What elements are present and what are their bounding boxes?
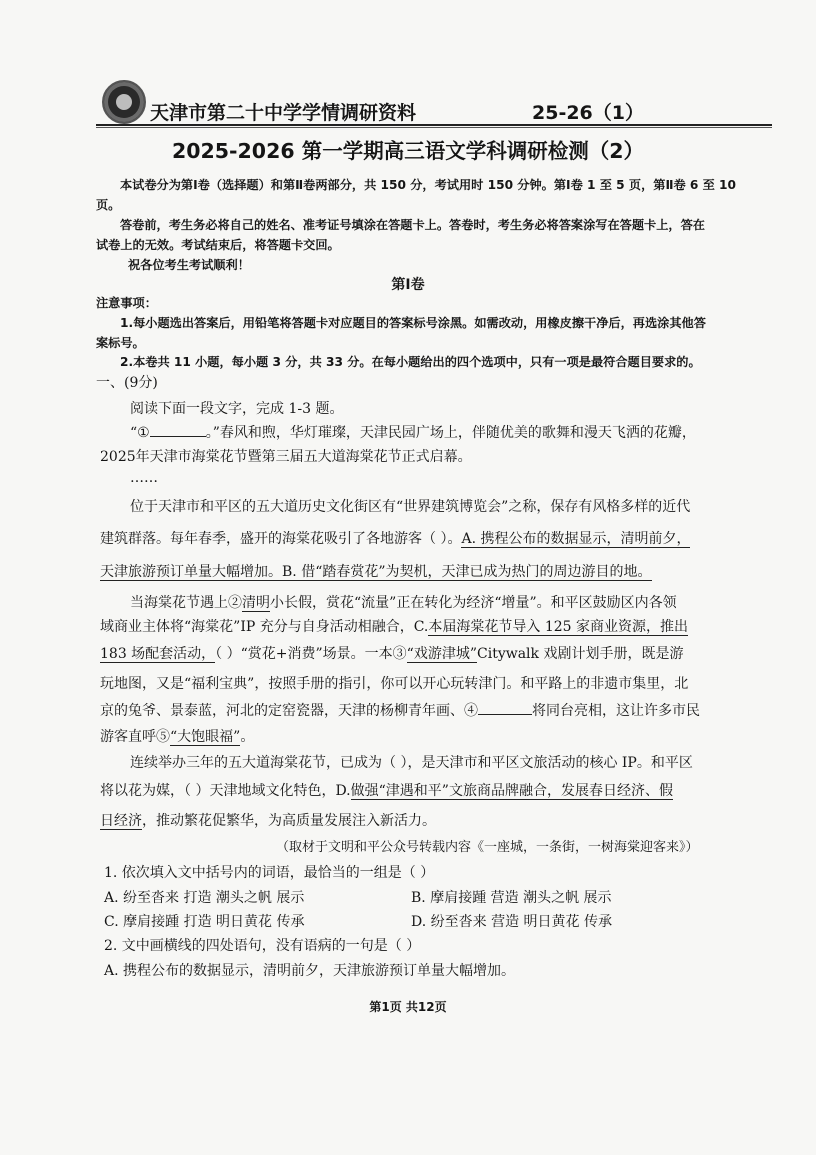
underlined-sentence-c: 本届海棠花节导入 125 家商业资源，推出 — [428, 619, 689, 635]
page-footer: 第1页 共12页 — [369, 1000, 447, 1014]
question-1-option-d: D. 纷至沓来 营造 明日黄花 传承 — [411, 914, 612, 930]
question-1: 1. 依次填入文中括号内的词语，最恰当的一组是（ ） — [104, 865, 435, 881]
passage-line-5: 天津旅游预订单量大幅增加。B. 借“踏春赏花”为契机，天津已成为热门的周边游目的地。 — [100, 564, 652, 580]
passage-line-10: 京的兔爷、景泰蓝，河北的定窑瓷器，天津的杨柳青年画、④ 将同台亮相，这让许多市民 — [100, 703, 700, 719]
question-1-option-a: A. 纷至沓来 打造 潮头之帆 展示 — [104, 890, 305, 906]
exam-title: 2025-2026 第一学期高三语文学科调研检测（2） — [171, 139, 645, 163]
passage-line-1: “① 。”春风和煦，华灯璀璨，天津民园广场上，伴随优美的歌舞和漫天飞洒的花瓣， — [130, 425, 696, 441]
passage-line-12: 连续举办三年的五大道海棠花节，已成为（ ），是天津市和平区文旅活动的核心 IP。和平区 — [130, 755, 693, 771]
passage-line-13: 将以花为媒，（ ）天津地域文化特色，D.做强“津遇和平”文旅商品牌融合，发展春日经济、假 — [100, 783, 673, 799]
school-seal-logo — [102, 80, 146, 124]
question-1-option-c: C. 摩肩接踵 打造 明日黄花 传承 — [104, 914, 305, 930]
note-2: 2.本卷共 11 小题，每小题 3 分，共 33 分。在每小题给出的四个选项中，只有一项是最符合题目要求的。 — [120, 355, 701, 369]
header-exam-code: 25-26（1） — [532, 102, 644, 124]
header-school-name: 天津市第二十中学学情调研资料 — [150, 102, 417, 124]
passage-line-3: 位于天津市和平区的五大道历史文化街区有“世界建筑博览会”之称，保存有风格多样的近代 — [130, 499, 691, 515]
intro-line-1: 本试卷分为第Ⅰ卷（选择题）和第Ⅱ卷两部分，共 150 分，考试用时 150 分钟。第Ⅰ卷 1 至 5 页，第Ⅱ卷 6 至 10 — [120, 178, 737, 192]
question-2-option-a: A. 携程公布的数据显示，清明前夕，天津旅游预订单量大幅增加。 — [104, 963, 516, 979]
passage-line-6: 当海棠花节遇上②清明小长假，赏花“流量”正在转化为经济“增量”。和平区鼓励区内各领 — [130, 595, 677, 611]
blank-1 — [150, 424, 206, 437]
reading-instruction: 阅读下面一段文字，完成 1-3 题。 — [130, 401, 344, 417]
passage-line-7: 域商业主体将“海棠花”IP 充分与自身活动相融合，C.本届海棠花节导入 125 家商业资源，推出 — [100, 619, 689, 635]
passage-line-11: 游客直呼⑤“大饱眼福”。 — [100, 729, 255, 745]
intro-line-5: 祝各位考生考试顺利！ — [128, 258, 250, 272]
underlined-sentence-b: 。B. 借“踏春赏花”为契机，天津已成为热门的周边游目的地。 — [268, 564, 652, 580]
note-1a: 1.每小题选出答案后，用铅笔将答题卡对应题目的答案标号涂黑。如需改动，用橡皮擦干净后，再选涂其他答 — [120, 316, 706, 330]
passage-line-8: 183 场配套活动，（ ）“赏花+消费”场景。一本③“戏游津城”Citywalk 戏剧计划手册，既是游 — [100, 646, 684, 662]
header-rule-thin — [96, 127, 772, 128]
passage-line-14: 日经济，推动繁花促繁华，为高质量发展注入新活力。 — [100, 813, 436, 829]
blank-4 — [478, 702, 532, 715]
intro-line-2: 页。 — [96, 198, 121, 212]
passage-line-2: 2025年天津市海棠花节暨第三届五大道海棠花节正式启幕。 — [100, 449, 472, 465]
header-rule — [96, 124, 772, 126]
underlined-sentence-a: A. 携程公布的数据显示，清明前夕， — [461, 531, 691, 547]
question-1-option-b: B. 摩肩接踵 营造 潮头之帆 展示 — [411, 890, 612, 906]
passage-ellipsis: …… — [130, 470, 158, 486]
section-heading: 一、(9分) — [96, 375, 158, 391]
passage-line-9: 玩地图，又是“福利宝典”，按照手册的指引，你可以开心玩转津门。和平路上的非遗市集里，北 — [100, 676, 689, 692]
underlined-sentence-d: 做强“津遇和平”文旅商品牌融合，发展春日经济、假 — [350, 783, 673, 799]
notes-heading: 注意事项： — [96, 296, 157, 310]
intro-line-4: 试卷上的无效。考试结束后，将答题卡交回。 — [96, 238, 340, 252]
passage-line-4: 建筑群落。每年春季，盛开的海棠花吸引了各地游客（ ）。A. 携程公布的数据显示，清明前夕， — [100, 531, 691, 547]
part-title: 第Ⅰ卷 — [391, 277, 425, 293]
note-1b: 案标号。 — [96, 336, 145, 350]
question-2: 2. 文中画横线的四处语句，没有语病的一句是（ ） — [104, 938, 421, 954]
intro-line-3: 答卷前，考生务必将自己的姓名、准考证号填涂在答题卡上。答卷时，考生务必将答案涂写在答题卡上，答在 — [120, 218, 705, 232]
passage-source: （取材于文明和平公众号转载内容《一座城，一条街，一树海棠迎客来》） — [276, 840, 699, 855]
